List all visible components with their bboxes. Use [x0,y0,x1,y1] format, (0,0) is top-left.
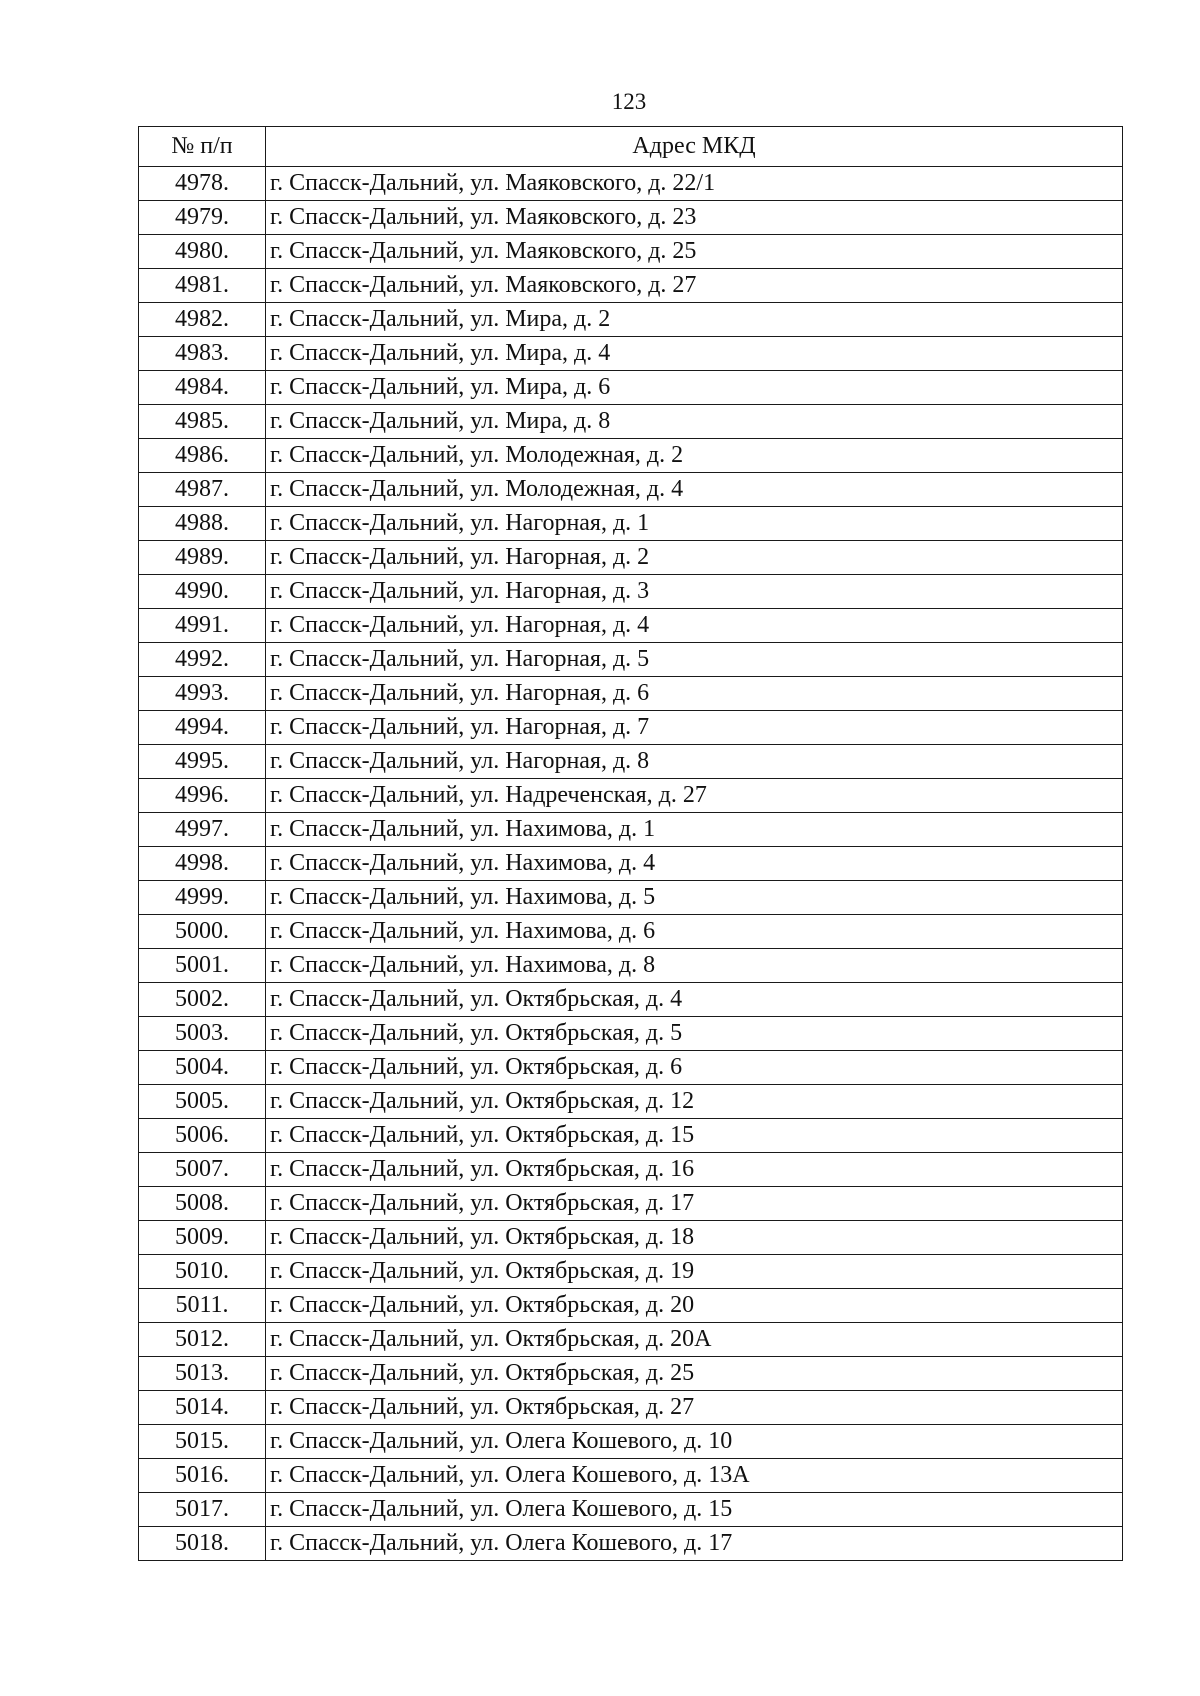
address-cell: г. Спасск-Дальний, ул. Мира, д. 8 [266,405,1123,439]
address-cell: г. Спасск-Дальний, ул. Маяковского, д. 27 [266,269,1123,303]
table-header-row [139,127,1123,167]
row-number-cell: 5005. [139,1085,266,1119]
table-row [139,1391,1123,1425]
address-cell: г. Спасск-Дальний, ул. Нахимова, д. 1 [266,813,1123,847]
address-cell: г. Спасск-Дальний, ул. Октябрьская, д. 27 [266,1391,1123,1425]
address-cell: г. Спасск-Дальний, ул. Молодежная, д. 2 [266,439,1123,473]
address-cell: г. Спасск-Дальний, ул. Маяковского, д. 22/1 [266,167,1123,201]
row-number-cell: 5002. [139,983,266,1017]
address-cell: г. Спасск-Дальний, ул. Октябрьская, д. 19 [266,1255,1123,1289]
row-number-cell: 5000. [139,915,266,949]
table-row [139,983,1123,1017]
table-row [139,1153,1123,1187]
row-number-cell: 5001. [139,949,266,983]
table-row [139,677,1123,711]
row-number-cell: 4994. [139,711,266,745]
address-cell: г. Спасск-Дальний, ул. Мира, д. 2 [266,303,1123,337]
table-row [139,643,1123,677]
row-number-cell: 5017. [139,1493,266,1527]
row-number-cell: 5011. [139,1289,266,1323]
page-number: 123 [611,89,647,114]
table-row [139,1357,1123,1391]
table-row [139,507,1123,541]
address-cell: г. Спасск-Дальний, ул. Октябрьская, д. 20 [266,1289,1123,1323]
table-row [139,473,1123,507]
mkd-address-table [138,126,1123,1561]
table-row [139,1323,1123,1357]
row-number-cell: 4982. [139,303,266,337]
address-cell: г. Спасск-Дальний, ул. Октябрьская, д. 16 [266,1153,1123,1187]
address-cell: г. Спасск-Дальний, ул. Нахимова, д. 8 [266,949,1123,983]
table-row [139,1493,1123,1527]
table-row [139,1017,1123,1051]
row-number-cell: 5015. [139,1425,266,1459]
table-row [139,813,1123,847]
table-row [139,847,1123,881]
row-number-cell: 5014. [139,1391,266,1425]
table-row [139,303,1123,337]
address-cell: г. Спасск-Дальний, ул. Нагорная, д. 7 [266,711,1123,745]
address-cell: г. Спасск-Дальний, ул. Мира, д. 4 [266,337,1123,371]
table-row [139,1051,1123,1085]
address-cell: г. Спасск-Дальний, ул. Молодежная, д. 4 [266,473,1123,507]
address-cell: г. Спасск-Дальний, ул. Надреченская, д. 27 [266,779,1123,813]
row-number-cell: 4996. [139,779,266,813]
address-cell: г. Спасск-Дальний, ул. Олега Кошевого, д. 15 [266,1493,1123,1527]
address-cell: г. Спасск-Дальний, ул. Мира, д. 6 [266,371,1123,405]
address-cell: г. Спасск-Дальний, ул. Октябрьская, д. 6 [266,1051,1123,1085]
row-number-cell: 4986. [139,439,266,473]
row-number-cell: 4981. [139,269,266,303]
row-number-cell: 4980. [139,235,266,269]
table-row [139,711,1123,745]
address-cell: г. Спасск-Дальний, ул. Нахимова, д. 6 [266,915,1123,949]
table-row [139,1425,1123,1459]
address-cell: г. Спасск-Дальний, ул. Олега Кошевого, д. 17 [266,1527,1123,1561]
address-cell: г. Спасск-Дальний, ул. Октябрьская, д. 4 [266,983,1123,1017]
table-row [139,1255,1123,1289]
table-row [139,1221,1123,1255]
row-number-cell: 4983. [139,337,266,371]
row-number-cell: 4990. [139,575,266,609]
row-number-cell: 4979. [139,201,266,235]
row-number-cell: 5009. [139,1221,266,1255]
address-cell: г. Спасск-Дальний, ул. Октябрьская, д. 5 [266,1017,1123,1051]
table-row [139,269,1123,303]
address-cell: г. Спасск-Дальний, ул. Октябрьская, д. 18 [266,1221,1123,1255]
address-cell: г. Спасск-Дальний, ул. Нагорная, д. 4 [266,609,1123,643]
address-cell: г. Спасск-Дальний, ул. Нагорная, д. 2 [266,541,1123,575]
table-row [139,1527,1123,1561]
row-number-cell: 5012. [139,1323,266,1357]
table-row [139,439,1123,473]
row-number-cell: 5018. [139,1527,266,1561]
row-number-cell: 4978. [139,167,266,201]
address-cell: г. Спасск-Дальний, ул. Октябрьская, д. 15 [266,1119,1123,1153]
address-cell: г. Спасск-Дальний, ул. Нахимова, д. 5 [266,881,1123,915]
address-cell: г. Спасск-Дальний, ул. Октябрьская, д. 20А [266,1323,1123,1357]
table-row [139,609,1123,643]
table-row [139,371,1123,405]
column-header-number: № п/п [139,127,266,167]
row-number-cell: 5007. [139,1153,266,1187]
address-cell: г. Спасск-Дальний, ул. Маяковского, д. 23 [266,201,1123,235]
address-cell: г. Спасск-Дальний, ул. Нагорная, д. 6 [266,677,1123,711]
table-row [139,541,1123,575]
table-row [139,405,1123,439]
row-number-cell: 5006. [139,1119,266,1153]
table-row [139,1119,1123,1153]
address-cell: г. Спасск-Дальний, ул. Нагорная, д. 8 [266,745,1123,779]
table-row [139,949,1123,983]
row-number-cell: 5010. [139,1255,266,1289]
address-cell: г. Спасск-Дальний, ул. Нагорная, д. 1 [266,507,1123,541]
table-row [139,1085,1123,1119]
row-number-cell: 4997. [139,813,266,847]
address-cell: г. Спасск-Дальний, ул. Маяковского, д. 25 [266,235,1123,269]
table-row [139,337,1123,371]
row-number-cell: 5008. [139,1187,266,1221]
address-cell: г. Спасск-Дальний, ул. Октябрьская, д. 17 [266,1187,1123,1221]
row-number-cell: 4988. [139,507,266,541]
address-cell: г. Спасск-Дальний, ул. Октябрьская, д. 12 [266,1085,1123,1119]
table-row [139,745,1123,779]
table-body [139,167,1123,1561]
row-number-cell: 4985. [139,405,266,439]
row-number-cell: 4992. [139,643,266,677]
address-cell: г. Спасск-Дальний, ул. Олега Кошевого, д. 10 [266,1425,1123,1459]
row-number-cell: 4984. [139,371,266,405]
address-cell: г. Спасск-Дальний, ул. Олега Кошевого, д. 13А [266,1459,1123,1493]
row-number-cell: 4999. [139,881,266,915]
table-row [139,1187,1123,1221]
row-number-cell: 5016. [139,1459,266,1493]
address-cell: г. Спасск-Дальний, ул. Нагорная, д. 3 [266,575,1123,609]
row-number-cell: 4989. [139,541,266,575]
row-number-cell: 4987. [139,473,266,507]
column-header-address: Адрес МКД [266,127,1123,167]
row-number-cell: 4993. [139,677,266,711]
table-row [139,779,1123,813]
table-row [139,201,1123,235]
row-number-cell: 4998. [139,847,266,881]
table-row [139,235,1123,269]
table-row [139,881,1123,915]
table-row [139,915,1123,949]
table-row [139,575,1123,609]
address-cell: г. Спасск-Дальний, ул. Нагорная, д. 5 [266,643,1123,677]
table-row [139,1459,1123,1493]
row-number-cell: 5013. [139,1357,266,1391]
table-row [139,167,1123,201]
address-cell: г. Спасск-Дальний, ул. Нахимова, д. 4 [266,847,1123,881]
address-cell: г. Спасск-Дальний, ул. Октябрьская, д. 25 [266,1357,1123,1391]
row-number-cell: 5003. [139,1017,266,1051]
row-number-cell: 4995. [139,745,266,779]
row-number-cell: 4991. [139,609,266,643]
row-number-cell: 5004. [139,1051,266,1085]
table-row [139,1289,1123,1323]
